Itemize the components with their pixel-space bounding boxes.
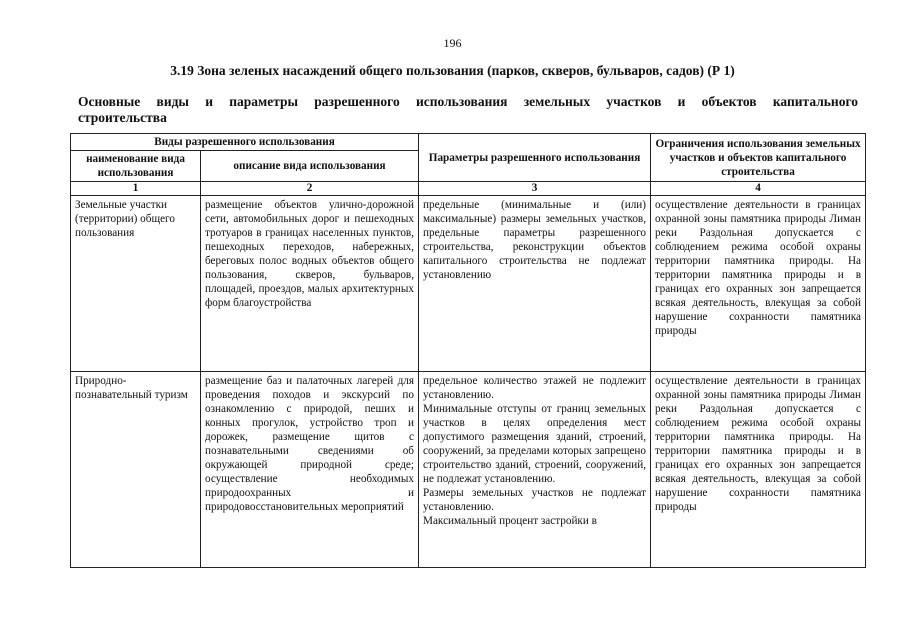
subtitle-line-2: строительства	[78, 110, 167, 125]
limits-cell: осуществление деятельности в границах охранной зоны памятника природы Лиман реки Раздольная допускается с соблюдением режима особой охраны территории памятника природы. На территории памятника природы и в границах его охранных зон запрещается всякая деятельность, влекущая за собой нарушение сохранности памятника природы	[651, 372, 866, 568]
column-number: 1	[71, 182, 201, 196]
header-group-use-types: Виды разрешенного использования	[71, 134, 419, 151]
params-cell: предельные (минимальные и (или) максимальные) размеры земельных участков, предельные параметры разрешенного строительства, реконструкции объектов капитального строительства не подлежат установлению	[419, 196, 651, 372]
params-cell	[419, 372, 651, 568]
column-number: 3	[419, 182, 651, 196]
params-paragraph: Размеры земельных участков не подлежат установлению.	[423, 487, 647, 513]
column-number: 4	[651, 182, 866, 196]
subtitle-line-1: Основные виды и параметры разрешенного использования земельных участков и объектов капитального	[78, 94, 858, 109]
params-paragraph: Минимальные отступы от границ земельных участков в целях определения мест допустимого размещения зданий, строений, сооружений, за пределами которых запрещено строительство зданий, строений, сооружений, не подлежат установлению.	[423, 403, 647, 485]
use-description-cell: размещение баз и палаточных лагерей для проведения походов и экскурсий по ознакомлению с природой, пеших и конных прогулок, устройство троп и дорожек, размещение щитов с познавательными сведениями об окружающей природной среде; осуществление необходимых природоохранных и природовосстановительных мероприятий	[201, 372, 419, 568]
table-row	[71, 372, 866, 568]
limits-cell: осуществление деятельности в границах охранной зоны памятника природы Лиман реки Раздольная допускается с соблюдением режима особой охраны территории памятника природы. На территории памятника природы и в границах его охранных зон запрещается всякая деятельность, влекущая за собой нарушение сохранности памятника природы	[651, 196, 866, 372]
use-description-cell: размещение объектов улично-дорожной сети, автомобильных дорог и пешеходных тротуаров в границах населенных пунктов, пешеходных переходов, набережных, береговых полос водных объектов общего пользования, скверов, бульваров, площадей, проездов, малых архитектурных форм благоустройства	[201, 196, 419, 372]
header-use-description: описание вида использования	[201, 151, 419, 182]
section-title: 3.19 Зона зеленых насаждений общего пользования (парков, скверов, бульваров, садов) (Р 1)	[170, 63, 735, 78]
header-params: Параметры разрешенного использования	[419, 134, 651, 182]
land-use-table	[70, 133, 866, 568]
column-number: 2	[201, 182, 419, 196]
use-name-cell: Земельные участки (территории) общего пользования	[71, 196, 201, 372]
params-paragraph: Максимальный процент застройки в	[423, 515, 597, 527]
params-paragraph: предельное количество этажей не подлежит установлению.	[423, 375, 647, 401]
table-row	[71, 196, 866, 372]
header-limits: Ограничения использования земельных участков и объектов капитального строительства	[651, 134, 866, 182]
use-name-cell: Природно-познавательный туризм	[71, 372, 201, 568]
column-number-row	[71, 182, 866, 196]
page-number: 196	[443, 36, 462, 50]
header-use-name: наименование вида использования	[71, 151, 201, 182]
